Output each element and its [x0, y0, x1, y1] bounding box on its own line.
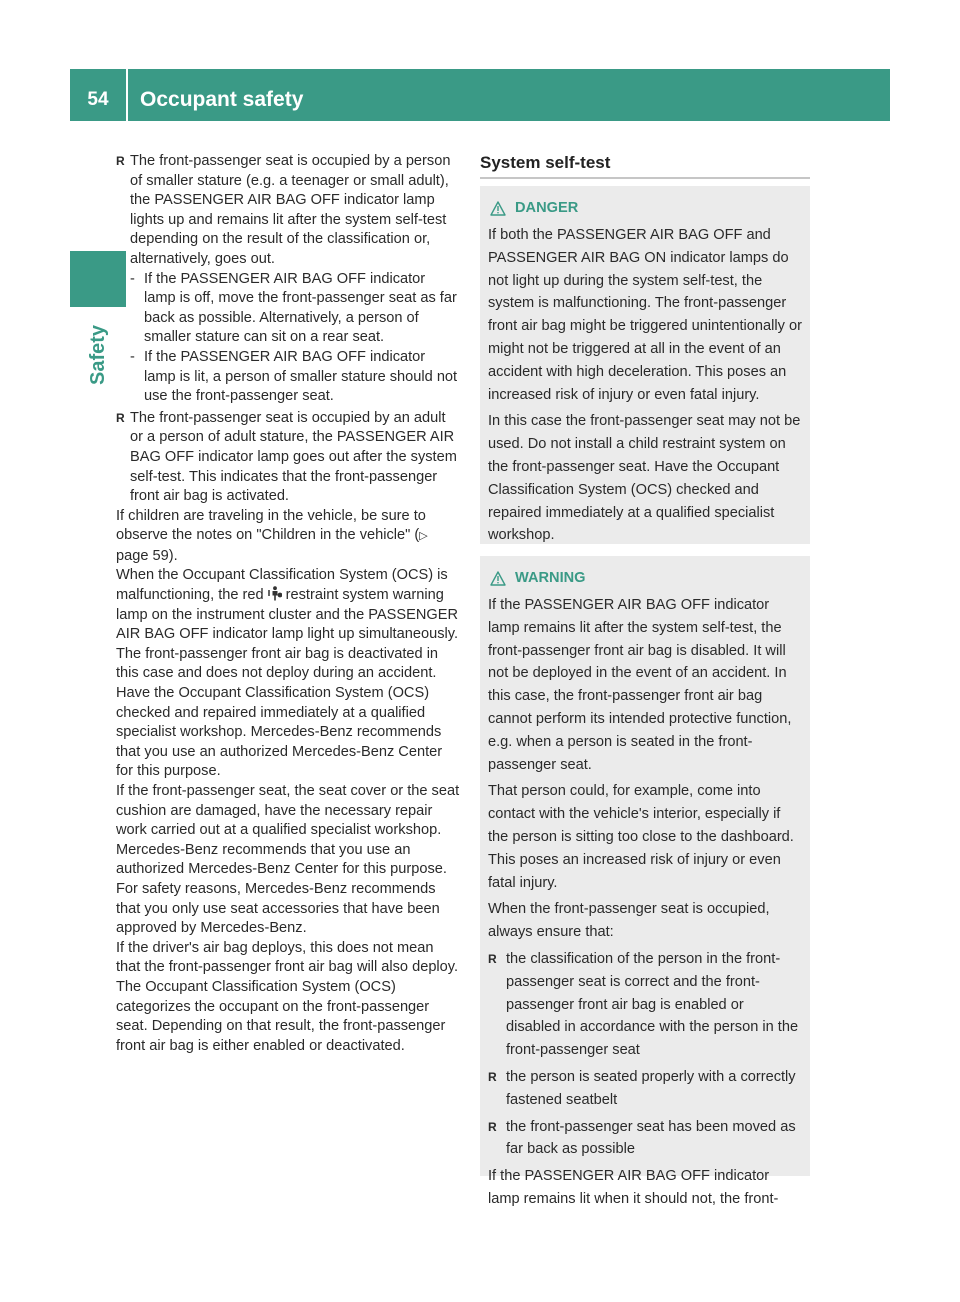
bullet-marker: R: [488, 1119, 497, 1134]
danger-label: DANGER: [515, 199, 579, 216]
paragraph: That person could, for example, come into contact with the vehicle's interior, especially if the person is sitting too close to the dashboard. This poses an increased risk of injury or even fatal injury.: [488, 783, 794, 891]
danger-header: [488, 196, 802, 220]
paragraph: For safety reasons, Mercedes-Benz recommends that you only use seat accessories that have been approved by Mercedes-Benz.: [116, 880, 440, 937]
paragraph: If the PASSENGER AIR BAG OFF indicator lamp remains lit when it should not, the front-: [488, 1168, 779, 1207]
paragraph: When the front-passenger seat is occupied, always ensure that:: [488, 901, 770, 941]
paragraph: If the front-passenger seat, the seat cover or the seat cushion are damaged, have the necessary repair work carried out at a qualified specialist workshop. Mercedes-Benz recommends that you use an authorized Mercedes-Benz Center for this purpose.: [116, 783, 460, 878]
paragraph: If the driver's air bag deploys, this does not mean that the front-passenger front air bag will also deploy. The Occupant Classification System (OCS) categorizes the occupant on the front-passenger seat. Depending on that result, the front-passenger front air bag is either enabled or deactivated.: [116, 939, 459, 1054]
side-tab-label: Safety: [87, 324, 109, 385]
bullet-marker: R: [116, 410, 125, 425]
bullet-marker: R: [488, 1069, 497, 1084]
section-title: Occupant safety: [140, 88, 304, 111]
warning-box: [480, 556, 810, 1207]
paragraph: If the PASSENGER AIR BAG OFF indicator lamp remains lit after the system self-test, the front-passenger front air bag is disabled. It will not be deployed in the event of an accident. In this case, the front-passenger front air bag cannot perform its intended protective function, e.g. when a person is seated in the front-passenger seat.: [488, 597, 792, 773]
paragraph: If both the PASSENGER AIR BAG OFF and PASSENGER AIR BAG ON indicator lamps do not light up during the system self-test, the system is malfunctioning. The front-passenger front air bag might be triggered unintentionally or might not be triggered at all in the event of an accident with high deceleration. This poses an increased risk of injury or even fatal injury.: [488, 227, 802, 403]
warning-header: [488, 566, 802, 590]
list-item: R The front-passenger seat is occupied by a person of smaller stature (e.g. a teenager or small adult), the PASSENGER AIR BAG OFF indicator lamp lights up and remains lit after the system self-test depending on the result of the classification or, alternatively, goes out.: [116, 153, 451, 267]
list-item: R the front-passenger seat has been moved as far back as possible: [488, 1116, 802, 1162]
dash-marker: -: [130, 348, 135, 365]
list-item: R the classification of the person in the front-passenger seat is correct and the front-passenger front air bag is enabled or disabled in accordance with the person in the front-passenger seat: [488, 948, 802, 1062]
left-column: [116, 152, 460, 1056]
paragraph: When the Occupant Classification System (OCS) is malfunctioning, the red restraint system warning lamp on the instrument cluster and the PASSENGER AIR BAG OFF indicator lamp light up simultaneously. The front-passenger front air bag is deactivated in this case and does not deploy during an accident. Have the Occupant Classification System (OCS) checked and repaired immediately at a qualified specialist workshop. Mercedes-Benz recommends that you use an authorized Mercedes-Benz Center for this purpose.: [116, 567, 459, 780]
header-divider: [126, 69, 128, 121]
paragraph: If children are traveling in the vehicle, be sure to observe the notes on "Children in the vehicle" (▷ page 59).: [116, 507, 428, 564]
bullet-marker: R: [116, 154, 125, 168]
sub-list-item: - If the PASSENGER AIR BAG OFF indicator lamp is lit, a person of smaller stature should not use the front-passenger seat.: [130, 348, 458, 405]
page-number: 54: [87, 89, 109, 110]
paragraph: In this case the front-passenger seat may not be used. Do not install a child restraint system on the front-passenger seat. Have the Occupant Classification System (OCS) checked and repaired immediately at a qualified specialist workshop.: [488, 413, 801, 544]
restraint-system-warning-icon: [268, 586, 282, 601]
page-reference-arrow-icon: ▷: [419, 530, 428, 543]
list-item: R The front-passenger seat is occupied by an adult or a person of adult stature, the PASSENGER AIR BAG OFF indicator lamp goes out after the system self-test. This indicates that the front-passenger front air bag is activated.: [116, 409, 457, 505]
dash-marker: -: [130, 270, 135, 287]
page-reference-link[interactable]: page 59).: [116, 547, 178, 564]
list-item: R the person is seated properly with a correctly fastened seatbelt: [488, 1066, 802, 1112]
warning-label: WARNING: [515, 569, 586, 586]
subsection-heading: System self-test: [480, 153, 611, 172]
danger-box: [480, 186, 810, 544]
warning-triangle-icon: [490, 201, 506, 216]
heading-rule: [480, 177, 810, 179]
bullet-marker: R: [488, 951, 497, 966]
warning-triangle-icon: [490, 571, 506, 586]
sub-list-item: - If the PASSENGER AIR BAG OFF indicator lamp is off, move the front-passenger seat as far back as possible. Alternatively, a person of smaller stature can sit on a rear seat.: [130, 270, 457, 346]
